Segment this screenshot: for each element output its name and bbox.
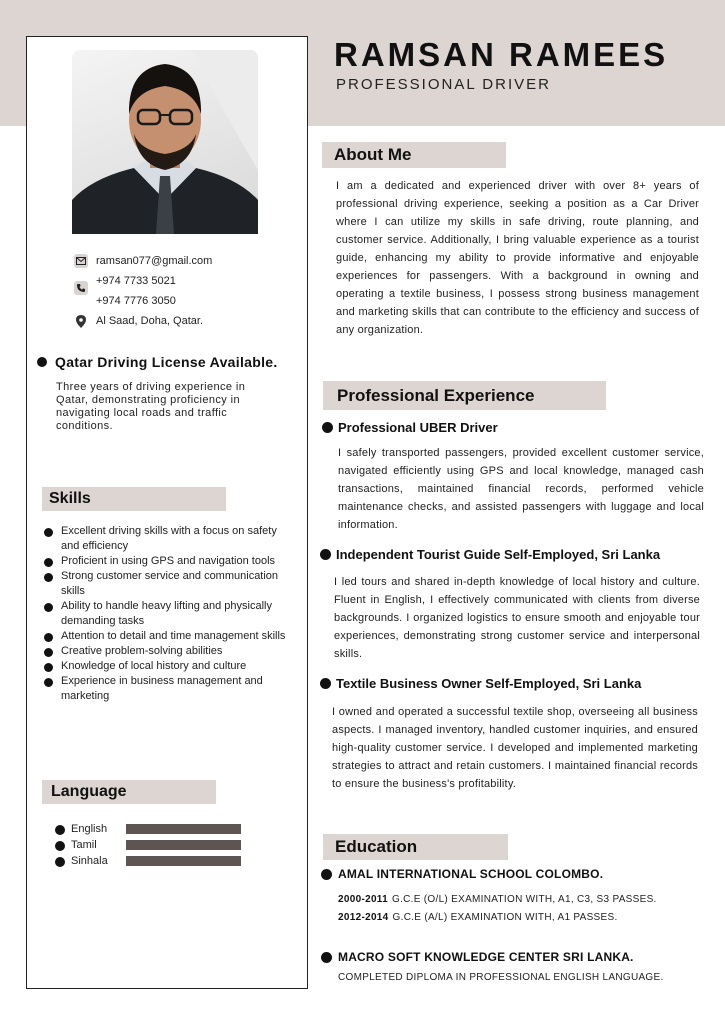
bullet-icon <box>321 869 332 880</box>
language-name: Sinhala <box>71 855 108 867</box>
candidate-name: RAMSAN RAMEES <box>334 36 669 73</box>
school-name-text: MACRO SOFT KNOWLEDGE CENTER SRI LANKA. <box>338 950 634 964</box>
contact-address: Al Saad, Doha, Qatar. <box>96 315 204 327</box>
job-title-text: Independent Tourist Guide Self-Employed, Sri Lanka <box>336 547 661 562</box>
language-level-bar <box>126 856 241 866</box>
language-item <box>55 854 255 870</box>
skills-heading: Skills <box>42 487 226 511</box>
license-heading-text: Qatar Driving License Available. <box>55 354 278 370</box>
school-name-1 <box>338 867 603 881</box>
bullet-icon <box>44 558 53 567</box>
bullet-icon <box>44 528 53 537</box>
about-text: I am a dedicated and experienced driver with over 8+ years of professional driving experience, seeking a position as a Car Driver where I can utilize my skills in safe driving, route planning, and customer service. Additionally, I bring valuable experience as a tourist guide, enhancing my ability to provide informative and enjoyable experiences for passengers. With a background in owning and operating a textile business, I possess strong business management and marketing skills that can contribute to the efficiency and success of any organization. <box>336 180 699 336</box>
bullet-icon <box>320 549 331 560</box>
skill-item <box>44 674 294 704</box>
job-title-2 <box>336 547 660 562</box>
skill-text: Creative problem-solving abilities <box>61 645 223 657</box>
job-description-1: I safely transported passengers, provided excellent customer service, navigated efficiently using GPS and local knowledge, managed cash transactions, maintained financial records, performed vehicle maintenance checks, and assisted passengers with luggage and local information. <box>338 447 704 531</box>
bullet-icon <box>44 678 53 687</box>
contact-email-row <box>72 253 292 273</box>
skill-text: Knowledge of local history and culture <box>61 660 247 672</box>
experience-heading: Professional Experience <box>323 381 606 410</box>
language-name: Tamil <box>71 839 97 851</box>
education-detail: G.C.E (A/L) EXAMINATION WITH, A1 PASSES. <box>392 912 618 923</box>
school-name-text: AMAL INTERNATIONAL SCHOOL COLOMBO. <box>338 867 604 881</box>
bullet-icon <box>44 663 53 672</box>
skill-item <box>44 659 294 674</box>
skill-item <box>44 524 294 554</box>
skill-item <box>44 554 294 569</box>
job-title-text: Textile Business Owner Self-Employed, Sri Lanka <box>336 676 642 691</box>
portrait-illustration <box>72 50 258 234</box>
language-level-bar <box>126 840 241 850</box>
education-line <box>338 894 657 905</box>
license-description: Three years of driving experience in Qatar, demonstrating proficiency in navigating local roads and traffic conditions. <box>56 381 246 432</box>
bullet-icon <box>321 952 332 963</box>
language-name: English <box>71 823 108 835</box>
education-years: 2012-2014 <box>338 912 389 923</box>
contact-phone-row-2 <box>72 293 292 313</box>
language-list <box>55 822 255 870</box>
education-line <box>338 972 664 983</box>
language-item <box>55 822 255 838</box>
education-detail: COMPLETED DIPLOMA IN PROFESSIONAL ENGLISH LANGUAGE. <box>338 972 664 983</box>
job-title-text: Professional UBER Driver <box>338 420 498 435</box>
bullet-icon <box>44 633 53 642</box>
skill-item <box>44 599 294 629</box>
bullet-icon <box>37 357 47 367</box>
email-icon <box>74 254 88 268</box>
language-level-fill <box>126 840 241 850</box>
license-heading <box>55 354 278 370</box>
contact-address-row <box>72 313 292 333</box>
job-description-3: I owned and operated a successful textile shop, overseeing all business aspects. I managed inventory, handled customer inquiries, and ensured high-quality customer service. I developed and implemented marketing strategies to attract and retain customers. I maintained financial records to ensure the business's profitability. <box>332 706 698 790</box>
skills-list <box>44 524 294 704</box>
school-name-2 <box>338 950 634 964</box>
skill-text: Strong customer service and communication skills <box>61 570 279 597</box>
bullet-icon <box>322 422 333 433</box>
education-line <box>338 912 618 923</box>
skill-item <box>44 644 294 659</box>
profile-photo <box>72 50 258 234</box>
skill-item <box>44 629 294 644</box>
bullet-icon <box>55 825 65 835</box>
language-level-fill <box>126 824 241 834</box>
contact-phone-2[interactable]: +974 7776 3050 <box>96 295 176 307</box>
language-level-bar <box>126 824 241 834</box>
bullet-icon <box>44 603 53 612</box>
contact-phone-row <box>72 273 292 293</box>
contact-phone-1[interactable]: +974 7733 5021 <box>96 275 176 287</box>
language-level-fill <box>126 856 241 866</box>
job-title-3 <box>336 676 641 691</box>
language-heading: Language <box>42 780 216 804</box>
skill-text: Experience in business management and marketing <box>61 675 263 702</box>
contact-email[interactable]: ramsan077@gmail.com <box>96 255 213 267</box>
candidate-title: PROFESSIONAL DRIVER <box>336 76 551 93</box>
job-description-2: I led tours and shared in-depth knowledge of local history and culture. Fluent in English, I effectively communicated with clients from diverse backgrounds. I organized logistics to ensure smooth and enjoyable tour experiences, demonstrating strong customer service and interpersonal skills. <box>334 576 700 660</box>
education-detail: G.C.E (O/L) EXAMINATION WITH, A1, C3, S3 PASSES. <box>391 894 657 905</box>
skill-text: Attention to detail and time management skills <box>61 630 286 642</box>
contact-block <box>72 253 292 333</box>
skill-item <box>44 569 294 599</box>
bullet-icon <box>55 857 65 867</box>
bullet-icon <box>320 678 331 689</box>
bullet-icon <box>44 648 53 657</box>
skill-text: Proficient in using GPS and navigation tools <box>61 555 276 567</box>
skill-text: Excellent driving skills with a focus on safety and efficiency <box>61 525 277 552</box>
education-heading: Education <box>323 834 508 860</box>
bullet-icon <box>44 573 53 582</box>
language-item <box>55 838 255 854</box>
job-title-1 <box>338 420 498 435</box>
about-heading: About Me <box>322 142 506 168</box>
location-icon <box>74 314 88 328</box>
bullet-icon <box>55 841 65 851</box>
skill-text: Ability to handle heavy lifting and physically demanding tasks <box>61 600 272 627</box>
education-years: 2000-2011 <box>338 894 388 905</box>
